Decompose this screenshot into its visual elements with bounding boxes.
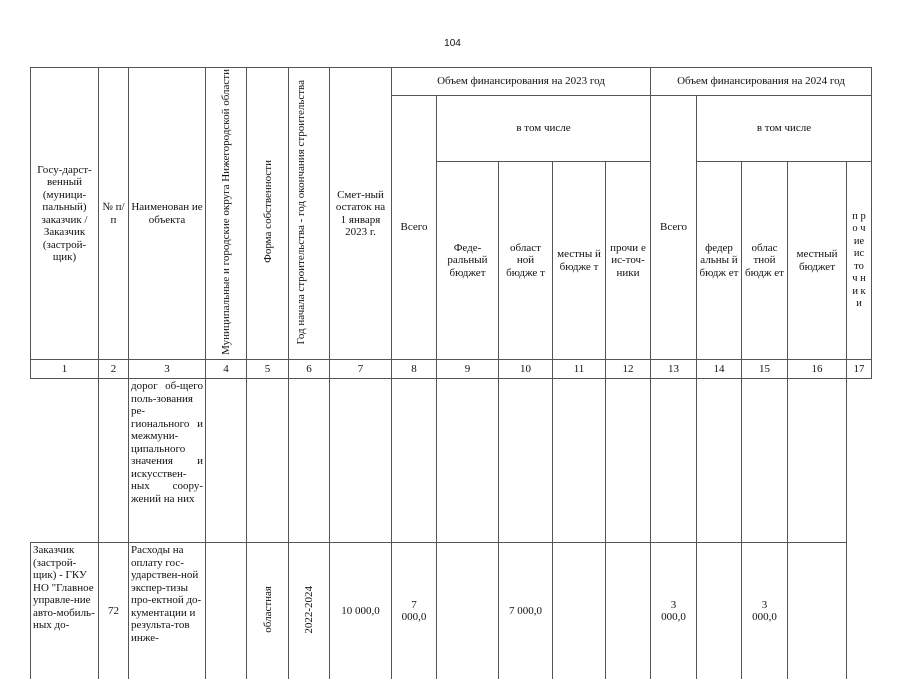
- years-cell: [289, 379, 330, 543]
- total-2023-cell: [392, 379, 437, 543]
- column-number: 1: [31, 360, 99, 379]
- ownership-cell: [247, 379, 289, 543]
- other-2023-cell: [606, 543, 651, 679]
- years-header-text: Год начала строительства - год окончания строительства: [295, 79, 307, 345]
- federal-2024-cell: [697, 543, 742, 679]
- local-2024-cell: [788, 543, 847, 679]
- total-2023-cell: 7 000,0: [392, 543, 437, 679]
- local-2023-cell: [553, 543, 606, 679]
- total-2024-header: Всего: [651, 96, 697, 360]
- other-2023-header: прочи е ис-точ-ники: [606, 161, 651, 360]
- customer-cell: Заказчик (застрой-щик) - ГКУ НО "Главное управле-ние авто-мобиль-ных до-: [31, 543, 99, 679]
- regional-2023-cell: 7 000,0: [499, 543, 553, 679]
- federal-2024-header: федер альны й бюдж ет: [697, 161, 742, 360]
- col-name-header: Наименован ие объекта: [129, 68, 206, 360]
- num-cell: [99, 379, 129, 543]
- federal-2024-cell: [697, 379, 742, 543]
- col-municipality-header: [206, 68, 247, 360]
- including-2023-header: в том числе: [437, 96, 651, 162]
- table-row: [31, 543, 872, 679]
- column-number: 9: [437, 360, 499, 379]
- financing-table: [30, 67, 872, 679]
- col-years-header: [289, 68, 330, 360]
- column-number: 6: [289, 360, 330, 379]
- column-number: 15: [742, 360, 788, 379]
- local-2023-cell: [553, 379, 606, 543]
- federal-2023-cell: [437, 379, 499, 543]
- column-number: 4: [206, 360, 247, 379]
- regional-2023-cell: [499, 379, 553, 543]
- column-number: 10: [499, 360, 553, 379]
- column-number: 8: [392, 360, 437, 379]
- column-number: 2: [99, 360, 129, 379]
- column-number: 13: [651, 360, 697, 379]
- ownership-value: областная: [261, 585, 274, 633]
- header-row-1: [31, 68, 872, 96]
- regional-2024-cell: [742, 379, 788, 543]
- estimate-cell: [330, 379, 392, 543]
- column-number: 3: [129, 360, 206, 379]
- col-ownership-header: [247, 68, 289, 360]
- regional-2024-cell: 3 000,0: [742, 543, 788, 679]
- years-cell: [289, 543, 330, 679]
- other-2024-header: п ро ч ие ис то ч н и к и: [847, 161, 872, 360]
- column-number: 14: [697, 360, 742, 379]
- federal-2023-header: Феде-ральный бюджет: [437, 161, 499, 360]
- customer-cell: [31, 379, 99, 543]
- column-number: 5: [247, 360, 289, 379]
- column-number: 17: [847, 360, 872, 379]
- years-value: 2022-2024: [303, 585, 315, 634]
- column-number: 12: [606, 360, 651, 379]
- local-2023-header: местны й бюдже т: [553, 161, 606, 360]
- ownership-header-text: Форма собственности: [261, 160, 274, 264]
- num-cell: 72: [99, 543, 129, 679]
- other-2024-cell: [847, 543, 872, 679]
- fin-2023-header: Объем финансирования на 2023 год: [392, 68, 651, 96]
- other-2023-cell: [606, 379, 651, 543]
- col-customer-header: Госу-дарст-венный (муници-пальный) заказчик / Заказчик (застрой-щик): [31, 68, 99, 360]
- municipality-header-text: Муниципальные и городские округа Нижегородской области: [220, 69, 232, 355]
- column-number: 11: [553, 360, 606, 379]
- municipality-cell: [206, 379, 247, 543]
- total-2023-header: Всего: [392, 96, 437, 360]
- fin-2024-header: Объем финансирования на 2024 год: [651, 68, 872, 96]
- table-row: [31, 379, 872, 543]
- regional-2024-header: облас тной бюдж ет: [742, 161, 788, 360]
- municipality-cell: [206, 543, 247, 679]
- estimate-cell: 10 000,0: [330, 543, 392, 679]
- object-name-cell: дорог об-щего поль-зования ре-гионального и межмуни-ципального значения и искусствен-ных соору-жений на них: [129, 379, 206, 543]
- page-number: 104: [444, 38, 461, 49]
- local-2024-cell: [788, 379, 847, 543]
- local-2024-header: местный бюджет: [788, 161, 847, 360]
- column-number: 7: [330, 360, 392, 379]
- total-2024-cell: 3 000,0: [651, 543, 697, 679]
- other-2024-cell: [847, 379, 872, 543]
- object-name-cell: Расходы на оплату гос-ударствен-ной экспер-тизы про-ектной до-кументации и результа-тов инже-: [129, 543, 206, 679]
- col-num-header: № п/п: [99, 68, 129, 360]
- regional-2023-header: област ной бюдже т: [499, 161, 553, 360]
- ownership-cell: [247, 543, 289, 679]
- total-2024-cell: [651, 379, 697, 543]
- federal-2023-cell: [437, 543, 499, 679]
- including-2024-header: в том числе: [697, 96, 872, 162]
- column-numbers-row: [31, 360, 872, 379]
- col-estimate-header: Смет-ный остаток на 1 января 2023 г.: [330, 68, 392, 360]
- column-number: 16: [788, 360, 847, 379]
